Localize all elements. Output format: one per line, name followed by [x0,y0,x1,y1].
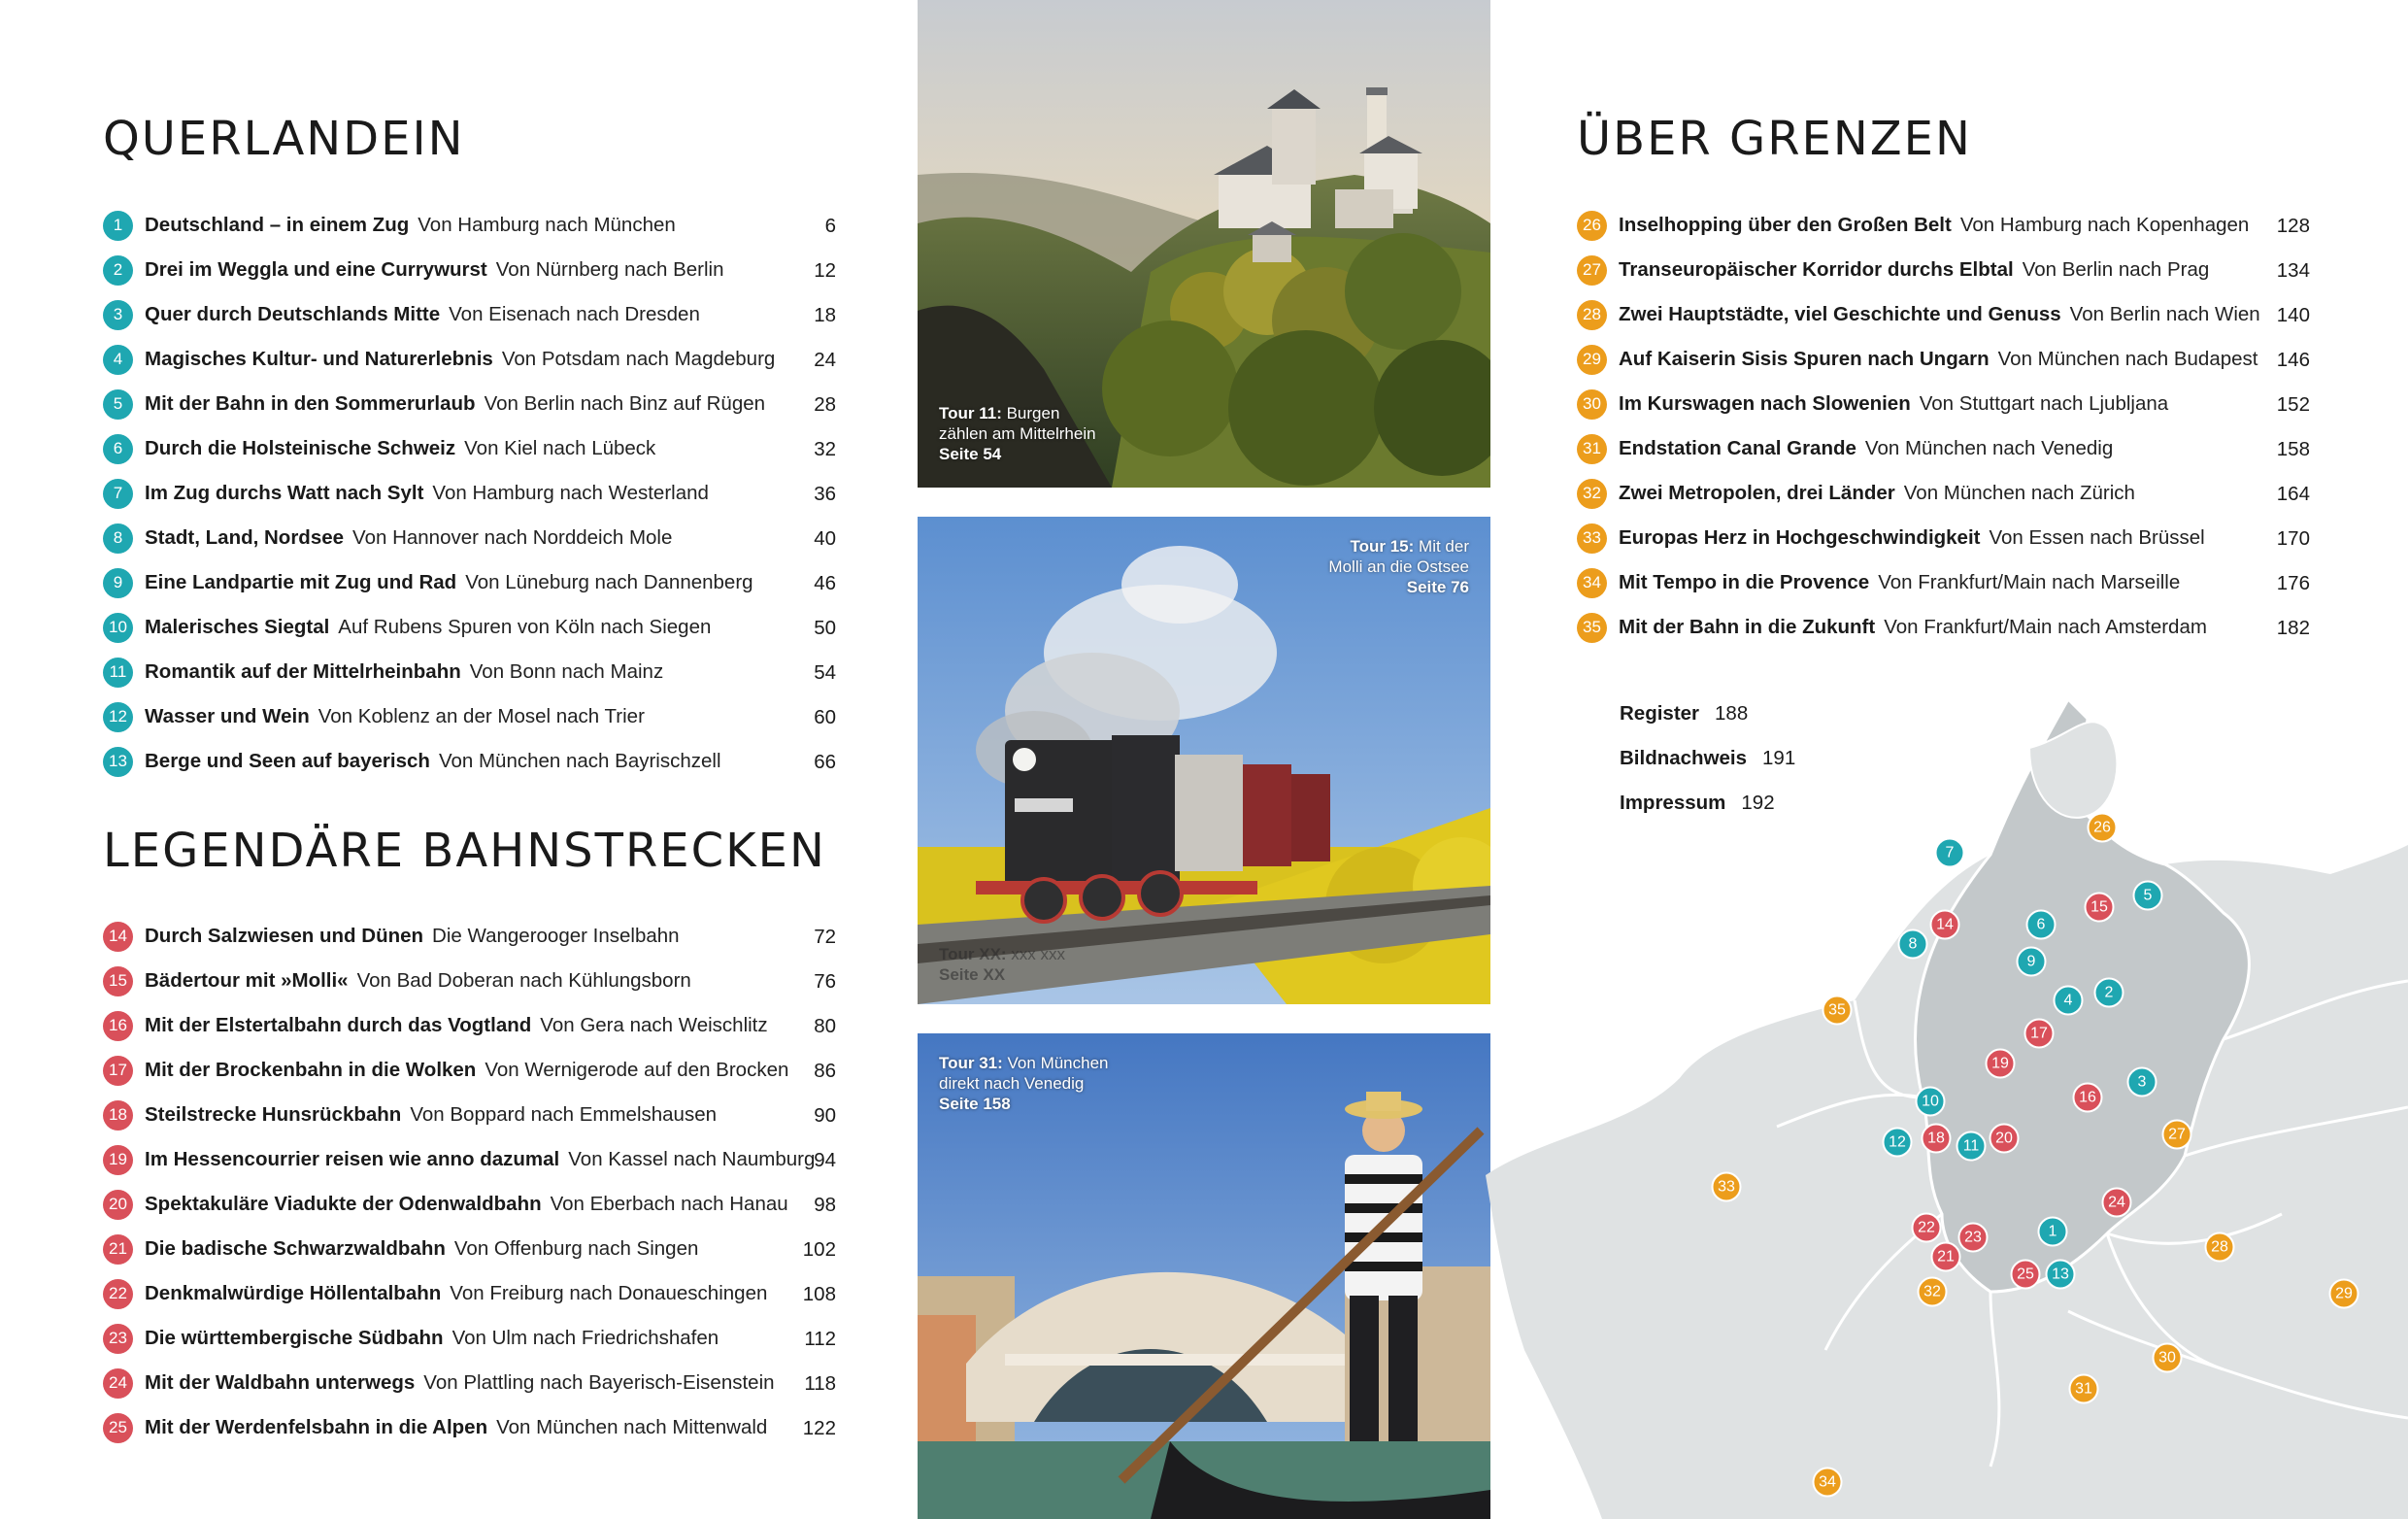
tour-title: Quer durch Deutschlands Mitte [145,303,441,325]
tour-route: Von Lüneburg nach Dannenberg [465,571,753,593]
page-number: 118 [804,1372,836,1395]
map-pin-23: 23 [1958,1223,1989,1253]
map-pin-20: 20 [1990,1124,2020,1154]
page-number: 170 [2276,527,2310,550]
tour-route: Von Kiel nach Lübeck [464,437,656,459]
photo-steam-train [918,517,1490,1004]
tour-route: Von Offenburg nach Singen [453,1237,699,1260]
tour-route: Von München nach Mittenwald [496,1416,768,1438]
tour-route: Von Gera nach Weischlitz [540,1014,768,1036]
tour-route: Die Wangerooger Inselbahn [432,925,680,947]
tour-route: Von Kassel nach Naumburg [568,1148,816,1170]
tour-title: Stadt, Land, Nordsee [145,526,345,549]
page-number: 108 [802,1283,836,1305]
tour-title: Mit der Elstertalbahn durch das Vogtland [145,1014,532,1036]
tour-number-badge: 13 [103,747,133,777]
tour-number-badge: 5 [103,389,133,420]
toc-entry [1577,253,2209,287]
caption-venice: Tour 31: Von München direkt nach Venedig Seite 158 [939,1054,1109,1113]
photo-venice-gondolier [918,1033,1490,1519]
map-pin-35: 35 [1823,996,1853,1026]
page-number: 158 [2276,438,2310,460]
extras-page: 192 [1741,792,1775,814]
tour-number-badge: 23 [103,1324,133,1354]
map-pin-17: 17 [2024,1019,2055,1049]
page-number: 164 [2276,483,2310,505]
tour-title: Mit der Werdenfelsbahn in die Alpen [145,1416,488,1438]
toc-entry [1577,343,2258,376]
tour-route: Von Essen nach Brüssel [1989,526,2205,549]
section-title-grenzen: ÜBER GRENZEN [1577,112,1972,166]
caption-placeholder: Tour XX: xxx xxx Seite XX [939,945,1066,984]
toc-entry [103,253,724,287]
map-pin-4: 4 [2054,986,2084,1016]
tour-route: Von Wernigerode auf den Brocken [485,1059,789,1081]
tour-route: Von München nach Budapest [1997,348,2258,370]
tour-number-badge: 27 [1577,255,1607,286]
map-pin-28: 28 [2205,1232,2235,1263]
tour-number-badge: 2 [103,255,133,286]
map-pin-11: 11 [1956,1131,1987,1162]
toc-entry [1577,388,2168,421]
extras-title: Impressum [1620,792,1726,814]
tour-title: Transeuropäischer Korridor durchs Elbtal [1619,258,2014,281]
tour-title: Eine Landpartie mit Zug und Rad [145,571,457,593]
section-title-querlandein: QUERLANDEIN [103,112,465,166]
page-number: 32 [814,438,836,460]
tour-number-badge: 7 [103,479,133,509]
tour-route: Von Potsdam nach Magdeburg [501,348,776,370]
map-pin-16: 16 [2073,1083,2103,1113]
map-pin-19: 19 [1986,1049,2016,1079]
tour-title: Im Hessencourrier reisen wie anno dazumal [145,1148,560,1170]
tour-title: Im Zug durchs Watt nach Sylt [145,482,424,504]
tour-route: Von Boppard nach Emmelshausen [410,1103,718,1126]
tour-title: Durch Salzwiesen und Dünen [145,925,424,947]
tour-title: Berge und Seen auf bayerisch [145,750,430,772]
tour-number-badge: 18 [103,1100,133,1131]
tour-route: Von Berlin nach Binz auf Rügen [484,392,766,415]
map-pin-15: 15 [2085,893,2115,923]
extras-page: 188 [1715,702,1749,725]
map-pin-22: 22 [1912,1213,1942,1243]
tour-route: Auf Rubens Spuren von Köln nach Siegen [338,616,712,638]
caption-castle: Tour 11: Burgen zählen am Mittelrhein Seite 54 [939,404,1096,463]
tour-title: Die badische Schwarzwaldbahn [145,1237,446,1260]
tour-number-badge: 19 [103,1145,133,1175]
page-number: 140 [2276,304,2310,326]
tour-route: Von München nach Zürich [1903,482,2135,504]
tour-title: Wasser und Wein [145,705,310,727]
toc-entry [103,432,655,465]
toc-entry [1577,477,2135,510]
page-number: 76 [814,970,836,993]
tour-title: Auf Kaiserin Sisis Spuren nach Ungarn [1619,348,1990,370]
toc-entry [103,388,765,421]
toc-entry [103,343,775,376]
map-pin-29: 29 [2329,1279,2359,1309]
page-number: 102 [802,1238,836,1261]
page-number: 28 [814,393,836,416]
page-number: 146 [2276,349,2310,371]
page-number: 122 [802,1417,836,1439]
page-number: 12 [814,259,836,282]
toc-entry [103,656,663,689]
page-number: 36 [814,483,836,505]
tour-title: Malerisches Siegtal [145,616,330,638]
tour-route: Von Eisenach nach Dresden [449,303,700,325]
tour-number-badge: 20 [103,1190,133,1220]
tour-route: Von Ulm nach Friedrichshafen [452,1327,719,1349]
map-pin-13: 13 [2046,1260,2076,1290]
tour-number-badge: 35 [1577,613,1607,643]
map-pin-18: 18 [1922,1124,1952,1154]
tour-title: Inselhopping über den Großen Belt [1619,214,1952,236]
tour-route: Von Bad Doberan nach Kühlungsborn [356,969,691,992]
tour-route: Von Nürnberg nach Berlin [495,258,724,281]
tour-route: Von Hannover nach Norddeich Mole [352,526,673,549]
tour-number-badge: 16 [103,1011,133,1041]
tour-number-badge: 22 [103,1279,133,1309]
tour-title: Endstation Canal Grande [1619,437,1856,459]
tour-route: Von Eberbach nach Hanau [550,1193,788,1215]
tour-route: Von Stuttgart nach Ljubljana [1919,392,2169,415]
page-number: 152 [2276,393,2310,416]
map-pin-6: 6 [2026,910,2057,940]
toc-entry [103,1277,767,1310]
map-pin-5: 5 [2133,881,2163,911]
page-number: 112 [804,1328,836,1350]
toc-entry [1577,522,2205,555]
toc-entry [103,700,645,733]
map-pin-32: 32 [1918,1277,1948,1307]
tour-title: Spektakuläre Viadukte der Odenwaldbahn [145,1193,542,1215]
tour-number-badge: 11 [103,658,133,688]
tour-number-badge: 12 [103,702,133,732]
tour-title: Mit Tempo in die Provence [1619,571,1870,593]
tour-route: Von Berlin nach Prag [2022,258,2210,281]
tour-title: Mit der Bahn in die Zukunft [1619,616,1876,638]
page-number: 46 [814,572,836,594]
page-number: 6 [824,215,836,237]
tour-title: Mit der Waldbahn unterwegs [145,1371,416,1394]
extras-title: Register [1620,702,1700,725]
toc-entry [1577,209,2249,242]
extras-page: 191 [1762,747,1796,769]
page-number: 60 [814,706,836,728]
toc-entry [103,477,709,510]
map-pin-8: 8 [1898,929,1928,960]
toc-entry [103,522,672,555]
tour-number-badge: 3 [103,300,133,330]
map-pin-2: 2 [2094,978,2124,1008]
page-number: 134 [2276,259,2310,282]
page-number: 86 [814,1060,836,1082]
toc-entry [103,1188,788,1221]
tour-route: Von Frankfurt/Main nach Marseille [1878,571,2181,593]
tour-number-badge: 9 [103,568,133,598]
page-number: 18 [814,304,836,326]
map-pin-21: 21 [1931,1242,1961,1272]
page-number: 128 [2276,215,2310,237]
caption-steam-train: Tour 15: Mit der Molli an die Ostsee Seite 76 [1328,537,1469,596]
page-number: 54 [814,661,836,684]
map-shapes [1486,670,2408,1519]
tour-number-badge: 8 [103,523,133,554]
map-pin-27: 27 [2162,1120,2192,1150]
page-number: 24 [814,349,836,371]
tour-title: Drei im Weggla und eine Currywurst [145,258,487,281]
toc-entry [103,1411,767,1444]
tour-title: Bädertour mit »Molli« [145,969,349,992]
tour-route: Von Bonn nach Mainz [469,660,664,683]
tour-title: Mit der Brockenbahn in die Wolken [145,1059,477,1081]
section-title-legendaer: LEGENDÄRE BAHNSTRECKEN [103,824,826,878]
map-pin-1: 1 [2038,1217,2068,1247]
page-number: 50 [814,617,836,639]
toc-entry [103,611,711,644]
tour-route: Von München nach Venedig [1864,437,2114,459]
tour-title: Deutschland – in einem Zug [145,214,410,236]
tour-number-badge: 29 [1577,345,1607,375]
toc-entry [103,1322,719,1355]
toc-entry [103,1367,775,1400]
map-pin-30: 30 [2153,1343,2183,1373]
map-pin-24: 24 [2102,1188,2132,1218]
tour-title: Im Kurswagen nach Slowenien [1619,392,1911,415]
tour-route: Von Berlin nach Wien [2069,303,2260,325]
page-number: 66 [814,751,836,773]
toc-entry [1577,432,2113,465]
page-number: 94 [814,1149,836,1171]
toc-entry [103,209,676,242]
extras-title: Bildnachweis [1620,747,1748,769]
tour-number-badge: 6 [103,434,133,464]
map-pin-26: 26 [2088,813,2118,843]
tour-title: Romantik auf der Mittelrheinbahn [145,660,461,683]
toc-entry [103,566,753,599]
tour-number-badge: 26 [1577,211,1607,241]
map-pin-14: 14 [1930,910,1960,940]
tour-number-badge: 10 [103,613,133,643]
tour-title: Magisches Kultur- und Naturerlebnis [145,348,493,370]
toc-entry [103,745,721,778]
toc-entry [103,1232,698,1266]
page-number: 90 [814,1104,836,1127]
tour-number-badge: 15 [103,966,133,996]
tour-title: Durch die Holsteinische Schweiz [145,437,456,459]
tour-title: Mit der Bahn in den Sommerurlaub [145,392,476,415]
tour-route: Von Hamburg nach Kopenhagen [1959,214,2250,236]
map-pin-25: 25 [2011,1260,2041,1290]
page-number: 182 [2276,617,2310,639]
map-pin-9: 9 [2017,947,2047,977]
tour-number-badge: 30 [1577,389,1607,420]
map-pin-12: 12 [1883,1128,1913,1158]
tour-number-badge: 32 [1577,479,1607,509]
tour-title: Zwei Metropolen, drei Länder [1619,482,1895,504]
tour-number-badge: 25 [103,1413,133,1443]
page-number: 176 [2276,572,2310,594]
tour-number-badge: 33 [1577,523,1607,554]
tour-title: Denkmalwürdige Höllentalbahn [145,1282,442,1304]
toc-entry [103,964,691,997]
map-pin-3: 3 [2127,1067,2157,1097]
tour-title: Zwei Hauptstädte, viel Geschichte und Genuss [1619,303,2061,325]
tour-route: Von Hamburg nach München [418,214,676,236]
tour-route: Von Frankfurt/Main nach Amsterdam [1884,616,2207,638]
europe-map [1486,670,2408,1519]
map-pin-31: 31 [2069,1374,2099,1404]
tour-route: Von Freiburg nach Donaueschingen [450,1282,768,1304]
toc-entry [1577,611,2207,644]
toc-entry [103,1098,717,1131]
tour-number-badge: 21 [103,1234,133,1265]
tour-number-badge: 31 [1577,434,1607,464]
map-pin-10: 10 [1916,1087,1946,1117]
tour-number-badge: 34 [1577,568,1607,598]
tour-number-badge: 1 [103,211,133,241]
toc-entry [103,920,680,953]
tour-number-badge: 17 [103,1056,133,1086]
tour-number-badge: 28 [1577,300,1607,330]
toc-entry [103,298,700,331]
map-pin-34: 34 [1813,1468,1843,1498]
toc-entry [103,1054,788,1087]
page-number: 98 [814,1194,836,1216]
tour-number-badge: 14 [103,922,133,952]
map-pin-33: 33 [1712,1172,1742,1202]
photo-castle [918,0,1490,488]
page-number: 80 [814,1015,836,1037]
tour-number-badge: 24 [103,1368,133,1399]
toc-entry [103,1009,768,1042]
tour-route: Von Koblenz an der Mosel nach Trier [318,705,645,727]
toc-entry [1577,566,2180,599]
tour-title: Steilstrecke Hunsrückbahn [145,1103,402,1126]
toc-entry [103,1143,815,1176]
tour-route: Von Plattling nach Bayerisch-Eisenstein [423,1371,775,1394]
map-pin-7: 7 [1935,838,1965,868]
tour-number-badge: 4 [103,345,133,375]
tour-title: Die württembergische Südbahn [145,1327,444,1349]
tour-title: Europas Herz in Hochgeschwindigkeit [1619,526,1981,549]
toc-entry [1577,298,2260,331]
page-number: 72 [814,926,836,948]
tour-route: Von München nach Bayrischzell [438,750,721,772]
page-number: 40 [814,527,836,550]
tour-route: Von Hamburg nach Westerland [432,482,709,504]
